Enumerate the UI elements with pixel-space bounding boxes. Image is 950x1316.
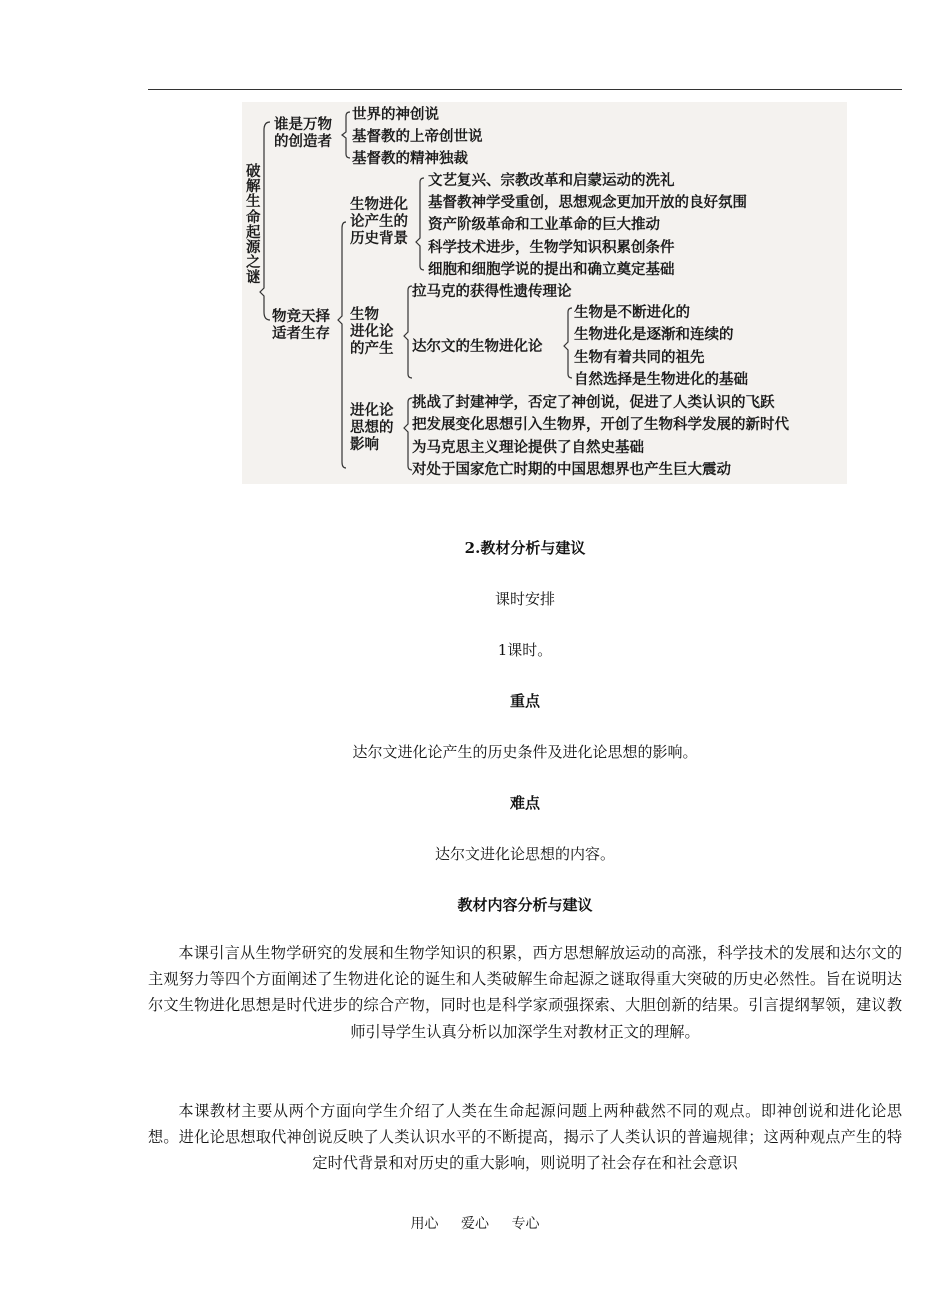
paragraph-content: 本课教材主要从两个方面向学生介绍了人类在生命起源问题上两种截然不同的观点。即神创说和进化论思想。进化论思想取代神创说反映了人类认识水平的不断提高，揭示了人类认识的普遍规律；这两种观点产生的特定时代背景和对历史的重大影响，则说明了社会存在和社会意识: [148, 1102, 902, 1173]
lamarck-theory: 拉马克的获得性遗传理论: [412, 283, 572, 300]
difficulty-heading: 难点: [509, 794, 540, 812]
knowledge-diagram: [242, 102, 847, 484]
background-item: 基督教神学受重创，思想观念更加开放的良好氛围: [428, 194, 747, 211]
branch1-item: 基督教的精神独裁: [352, 150, 468, 167]
branch1-bracket: [342, 112, 350, 158]
branch1-item: 世界的神创说: [352, 106, 439, 123]
header-rule: [148, 89, 902, 90]
impact-label: 进化论 思想的 影响: [350, 402, 394, 453]
page-footer: 用心 爱心 专心: [410, 1216, 540, 1232]
emergence-label: 生物 进化论 的产生: [350, 306, 394, 357]
paragraph-intro: 本课引言从生物学研究的发展和生物学知识的积累，西方思想解放运动的高涨，科学技术的发展和达尔文的主观努力等四个方面阐述了生物进化论的诞生和人类破解生命起源之谜取得重大突破的历史必然性。旨在说明达尔文生物进化思想是时代进步的综合产物，同时也是科学家顽强探索、大胆创新的结果。引言提纲挈领，建议教师引导学生认真分析以加深学生对教材正文的理解。: [148, 944, 902, 1041]
impact-item: 把发展变化思想引入生物界，开创了生物科学发展的新时代: [412, 416, 789, 433]
background-item: 科学技术进步，生物学知识积累创条件: [428, 239, 675, 256]
darwin-item: 生物进化是逐渐和连续的: [574, 326, 734, 343]
impact-bracket: [404, 398, 412, 470]
diagram-root-label: 破解生命起源之谜: [246, 163, 261, 287]
difficulty-text: 达尔文进化论思想的内容。: [434, 845, 615, 863]
background-bracket: [416, 178, 424, 270]
branch2-label: 物竞天择 适者生存: [272, 308, 330, 342]
key-heading: 重点: [509, 692, 540, 710]
emergence-bracket: [404, 286, 412, 378]
branch2-bracket: [338, 222, 346, 468]
section-title: 2.教材分析与建议: [464, 539, 586, 557]
impact-item: 为马克思主义理论提供了自然史基础: [412, 439, 644, 456]
schedule-heading: 课时安排: [494, 590, 555, 608]
branch1-item: 基督教的上帝创世说: [352, 128, 483, 145]
background-item: 文艺复兴、宗教改革和启蒙运动的洗礼: [428, 172, 675, 189]
darwin-item: 自然选择是生物进化的基础: [574, 371, 748, 388]
branch1-label: 谁是万物 的创造者: [274, 116, 332, 150]
impact-item: 挑战了封建神学，否定了神创说，促进了人类认识的飞跃: [412, 394, 775, 411]
key-text: 达尔文进化论产生的历史条件及进化论思想的影响。: [352, 743, 698, 761]
darwin-item: 生物是不断进化的: [574, 304, 690, 321]
analysis-heading: 教材内容分析与建议: [457, 896, 593, 914]
schedule-value: 1课时。: [497, 641, 553, 659]
darwin-bracket: [564, 308, 572, 378]
background-label: 生物进化 论产生的 历史背景: [350, 196, 408, 247]
darwin-label: 达尔文的生物进化论: [412, 338, 543, 355]
impact-item: 对处于国家危亡时期的中国思想界也产生巨大震动: [412, 461, 731, 478]
darwin-item: 生物有着共同的祖先: [574, 349, 705, 366]
background-item: 资产阶级革命和工业革命的巨大推动: [428, 216, 660, 233]
background-item: 细胞和细胞学说的提出和确立奠定基础: [428, 261, 675, 278]
